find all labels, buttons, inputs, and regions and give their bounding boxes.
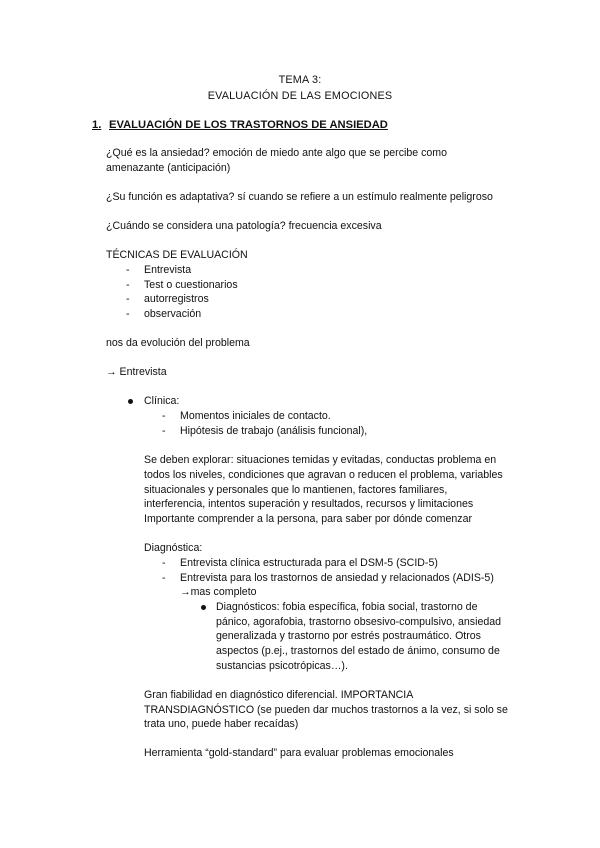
paragraph-line: generalizada y trastorno por estrés postraumático. Otros	[216, 630, 481, 642]
paragraph-line: Diagnósticos: fobia específica, fobia social, trastorno de	[216, 601, 478, 613]
qa-1-line-1: ¿Qué es la ansiedad? emoción de miedo ante algo que se percibe como	[106, 147, 447, 159]
dash-marker: -	[126, 279, 130, 291]
clinica-item: Momentos iniciales de contacto.	[180, 410, 331, 422]
qa-2: ¿Su función es adaptativa? sí cuando se refiere a un estímulo realmente peligroso	[106, 191, 493, 203]
title-line-2: EVALUACIÓN DE LAS EMOCIONES	[207, 90, 393, 102]
document-title	[0, 72, 600, 104]
title-line-1: TEMA 3:	[278, 74, 322, 86]
bullet-dot	[201, 605, 206, 610]
dash-marker: -	[126, 293, 130, 305]
evolucion-text: nos da evolución del problema	[106, 337, 250, 349]
entrevista-arrow: → Entrevista	[106, 366, 167, 378]
paragraph-line: Importante comprender a la persona, para saber por dónde comenzar	[144, 513, 473, 525]
herramienta-text: Herramienta “gold-standard” para evaluar problemas emocionales	[144, 747, 454, 759]
dash-marker: -	[126, 264, 130, 276]
diagnostica-item: Entrevista clínica estructurada para el DSM-5 (SCID-5)	[180, 557, 438, 569]
mas-completo-note: →mas completo	[180, 586, 257, 598]
dash-marker: -	[162, 410, 166, 422]
qa-3: ¿Cuándo se considera una patología? frecuencia excesiva	[106, 220, 382, 232]
paragraph-line: todos los niveles, condiciones que agravan o reducen el problema, variables	[144, 469, 503, 481]
paragraph-line: pánico, agorafobia, trastorno obsesivo-compulsivo, ansiedad	[216, 616, 502, 628]
clinica-item: Hipótesis de trabajo (análisis funcional),	[180, 425, 368, 437]
tecnicas-heading: TÉCNICAS DE EVALUACIÓN	[106, 249, 248, 261]
paragraph-line: TRANSDIAGNÓSTICO (se pueden dar muchos trastornos a la vez, si solo se	[144, 704, 508, 716]
tecnicas-item: autorregistros	[144, 293, 209, 305]
dash-marker: -	[126, 308, 130, 320]
paragraph-line: Se deben explorar: situaciones temidas y evitadas, conductas problema en	[144, 454, 497, 466]
paragraph-line: sustancias psicotrópicas…).	[216, 660, 348, 672]
tecnicas-item: observación	[144, 308, 202, 320]
paragraph-line: situacionales y personales que lo mantienen, factores familiares,	[144, 484, 448, 496]
diagnostica-label: Diagnóstica:	[144, 542, 203, 554]
section-heading: EVALUACIÓN DE LOS TRASTORNOS DE ANSIEDAD	[109, 119, 388, 131]
clinica-label: Clínica:	[144, 395, 180, 407]
tecnicas-item: Entrevista	[144, 264, 192, 276]
dash-marker: -	[162, 557, 166, 569]
paragraph-line: aspectos (p.ej., trastornos del estado de ánimo, consumo de	[216, 645, 500, 657]
bullet-dot	[128, 399, 133, 404]
tecnicas-item: Test o cuestionarios	[144, 279, 238, 291]
section-number: 1.	[92, 119, 102, 131]
qa-1-line-2: amenazante (anticipación)	[106, 162, 231, 174]
paragraph-line: Gran fiabilidad en diagnóstico diferencial. IMPORTANCIA	[144, 689, 414, 701]
diagnostica-item: Entrevista para los trastornos de ansiedad y relacionados (ADIS-5)	[180, 572, 494, 584]
dash-marker: -	[162, 425, 166, 437]
paragraph-line: interferencia, intentos superación y resultados, recursos y limitaciones	[144, 498, 474, 510]
paragraph-line: trata uno, puede haber recaídas)	[144, 718, 299, 730]
dash-marker: -	[162, 572, 166, 584]
